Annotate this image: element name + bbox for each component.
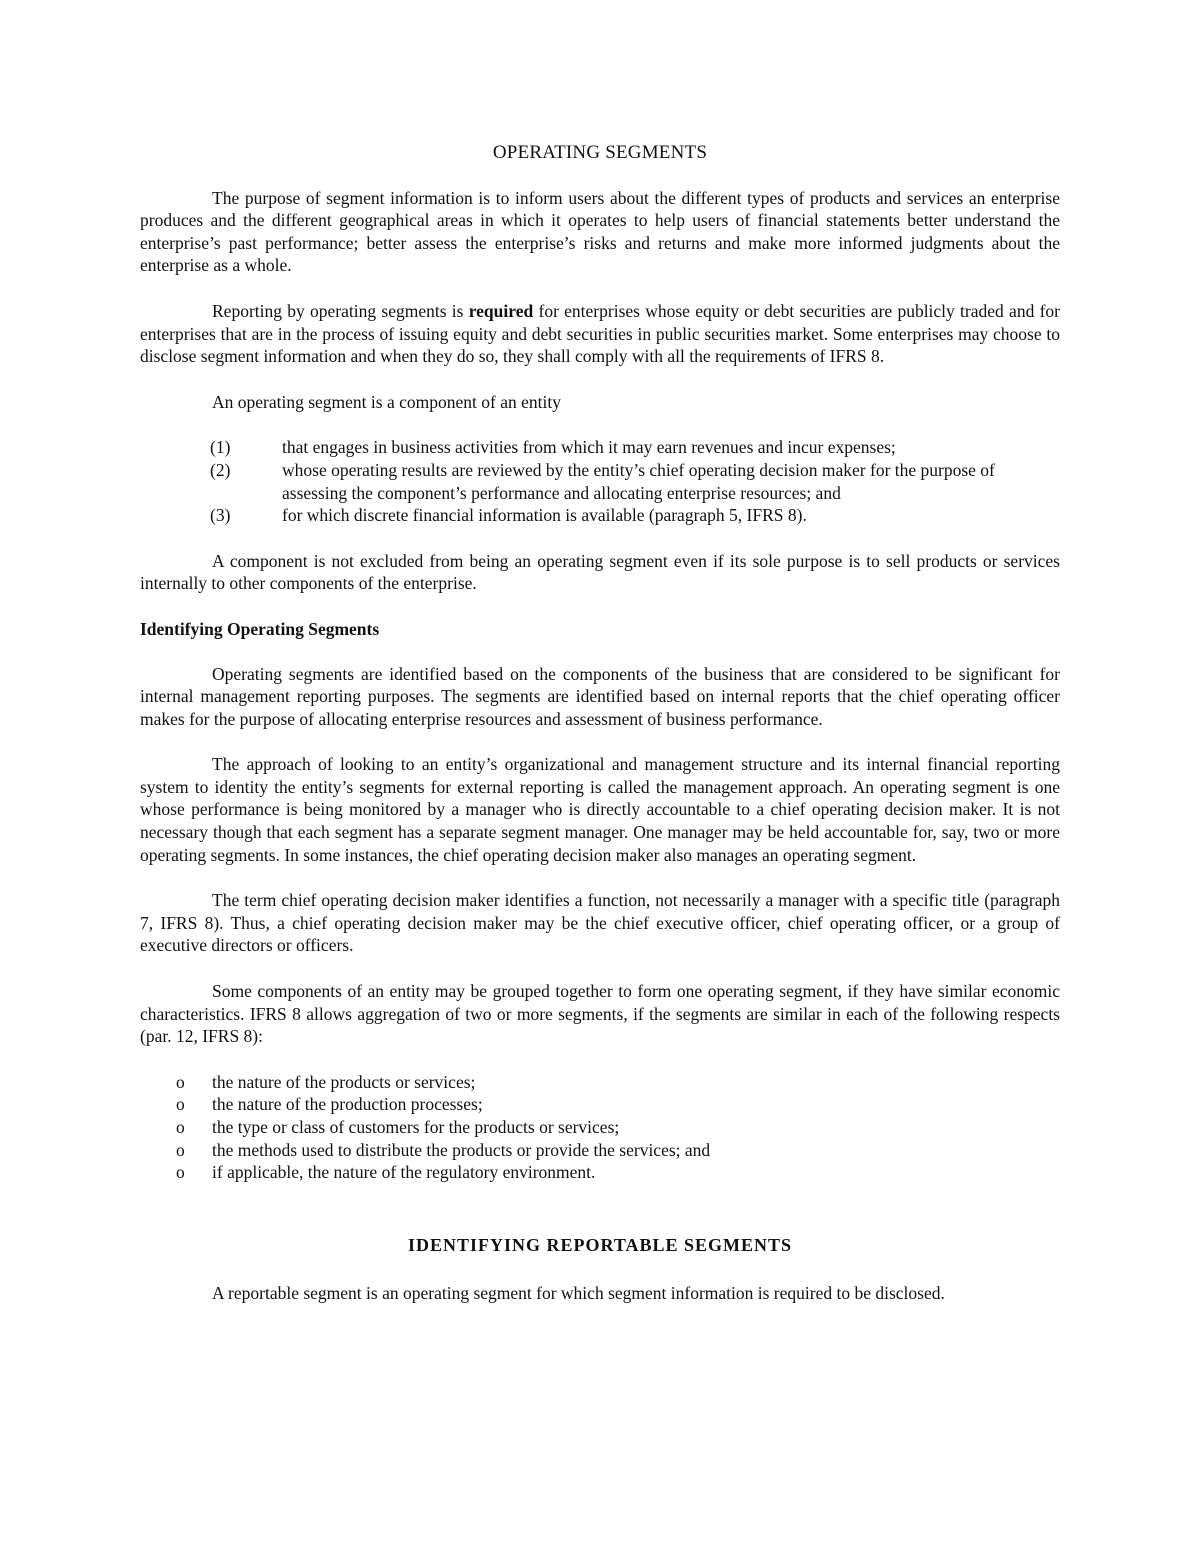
reporting-text-before: Reporting by operating segments is	[212, 300, 469, 321]
bullet-icon: o	[176, 1139, 185, 1160]
grouping-paragraph: Some components of an entity may be grouped together to form one operating segment, if they have similar economic characteristics. IFRS 8 allows aggregation of two or more segments, if the segments are similar in each of the following respects (par. 12, IFRS 8):	[140, 981, 1060, 1047]
reportable-paragraph: A reportable segment is an operating segment for which segment information is required to be disclosed.	[212, 1283, 945, 1304]
page-title: OPERATING SEGMENTS	[492, 142, 708, 163]
list-item-text: whose operating results are reviewed by the entity’s chief operating decision maker for the purpose of assessing the component’s performance and allocating enterprise resources; and	[282, 459, 995, 503]
list-item	[140, 1139, 1060, 1162]
intro-paragraph: The purpose of segment information is to inform users about the different types of products and services an enterprise produces and the different geographical areas in which it operates to help users of financial statements better understand the enterprise’s past performance; better assess the enterprise’s risks and returns and make more informed judgments about the enterprise as a whole.	[140, 187, 1060, 276]
list-item-text: the methods used to distribute the products or provide the services; and	[212, 1139, 711, 1160]
list-item	[140, 1071, 1060, 1094]
definition-intro: An operating segment is a component of an entity	[212, 391, 561, 412]
list-item-text: the type or class of customers for the products or services;	[212, 1117, 620, 1137]
aggregation-criteria-list	[140, 1071, 1060, 1184]
bullet-icon: o	[176, 1162, 185, 1183]
term-paragraph: The term chief operating decision maker identifies a function, not necessarily a manager with a specific title (paragraph 7, IFRS 8). Thus, a chief operating decision maker may be the chief executive officer, chief operating officer, or a group of executive directors or officers.	[140, 890, 1060, 956]
bullet-icon: o	[176, 1117, 185, 1137]
section-subtitle: IDENTIFYING REPORTABLE SEGMENTS	[407, 1234, 793, 1255]
document-page	[140, 142, 1060, 1305]
list-item-text: if applicable, the nature of the regulatory environment.	[212, 1162, 596, 1183]
required-emphasis: required	[468, 300, 534, 321]
list-item	[140, 1116, 1060, 1139]
approach-paragraph: The approach of looking to an entity’s organizational and management structure and its internal financial reporting system to identity the entity’s segments for external reporting is called the management approach. An operating segment is one whose performance is being monitored by a manager who is directly accountable to a chief operating decision maker. It is not necessary though that each segment has a separate segment manager. One manager may be held accountable for, say, two or more operating segments. In some instances, the chief operating decision maker also manages an operating segment.	[140, 754, 1060, 865]
identified-paragraph: Operating segments are identified based on the components of the business that are considered to be significant for internal management reporting purposes. The segments are identified based on internal reports that the chief operating officer makes for the purpose of allocating enterprise resources and assessment of business performance.	[140, 663, 1060, 729]
list-item	[140, 459, 1060, 504]
list-item-number: (1)	[210, 437, 231, 458]
list-item	[140, 1161, 1060, 1184]
list-item	[140, 1093, 1060, 1116]
definition-list	[140, 436, 1060, 526]
reporting-paragraph	[140, 300, 1060, 368]
list-item	[140, 504, 1060, 527]
reporting-text-after: for enterprises whose equity or debt securities are publicly traded and for enterprises that are in the process of issuing equity and debt securities in public securities market. Some enterprises may choose to disclose segment information and when they do so, they shall comply with all the requirements of IFRS 8.	[140, 300, 1060, 367]
list-item-text: the nature of the products or services;	[212, 1071, 476, 1092]
list-item	[140, 436, 1060, 459]
component-paragraph: A component is not excluded from being an operating segment even if its sole purpose is to sell products or services internally to other components of the enterprise.	[140, 550, 1060, 594]
list-item-text: that engages in business activities from which it may earn revenues and incur expenses;	[282, 437, 896, 458]
bullet-icon: o	[176, 1071, 185, 1092]
list-item-number: (3)	[210, 505, 231, 526]
section-heading: Identifying Operating Segments	[140, 618, 380, 639]
list-item-text: for which discrete financial information is available (paragraph 5, IFRS 8).	[282, 505, 807, 526]
list-item-number: (2)	[210, 459, 231, 480]
list-item-text: the nature of the production processes;	[212, 1094, 483, 1115]
bullet-icon: o	[176, 1094, 185, 1115]
